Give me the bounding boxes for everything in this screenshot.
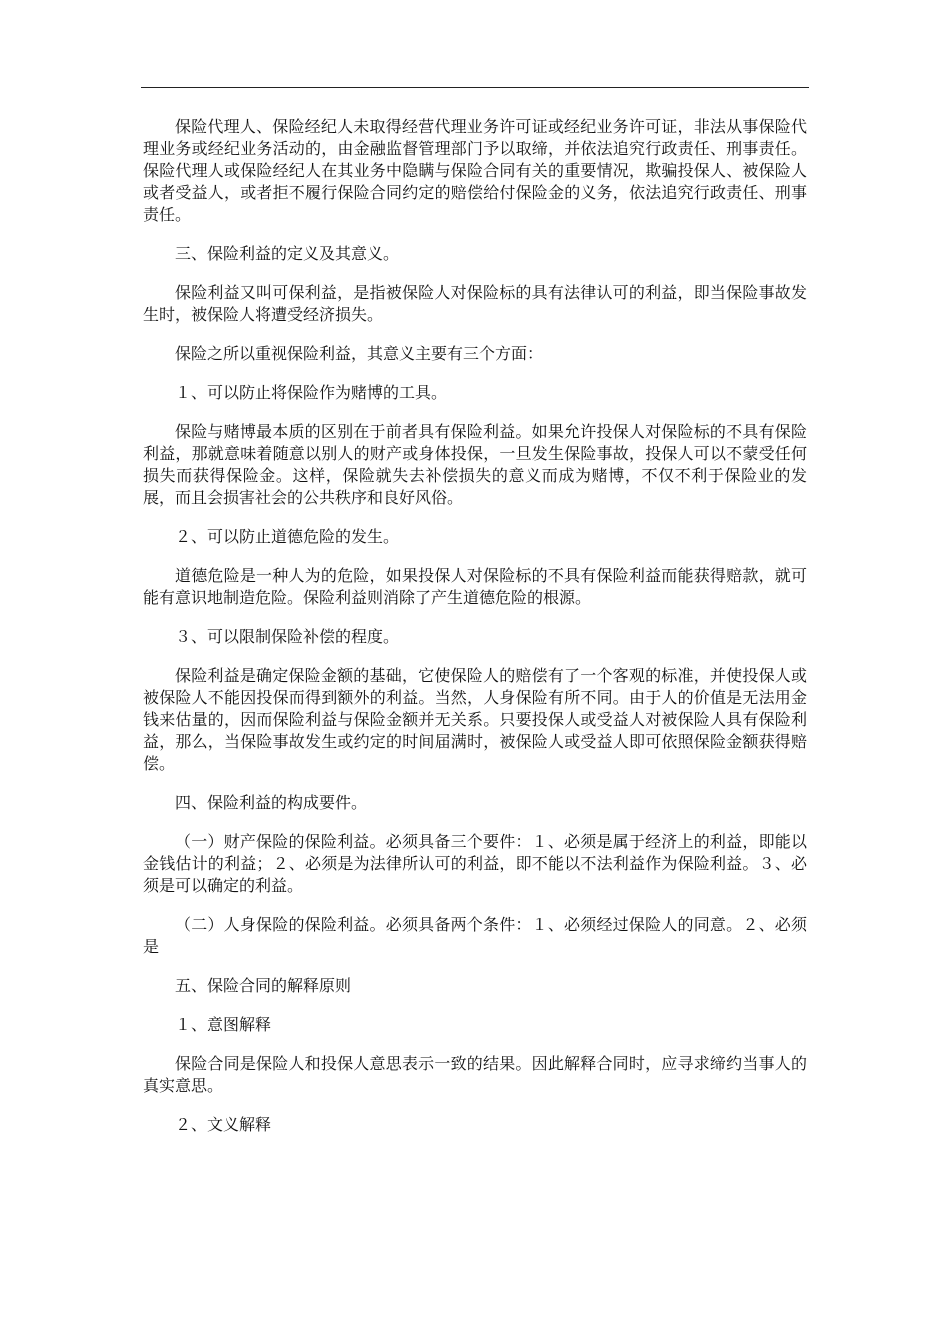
subheading-point-2: ２、可以防止道德危险的发生。 (175, 527, 400, 546)
header-rule (141, 87, 809, 88)
paragraph-property-insurance-requirements: （一）财产保险的保险利益。必须具备三个要件：１、必须是属于经济上的利益，即能以金钱估计的利益；２、必须是为法律所认可的利益，即不能以不法利益作为保险利益。３、必须是可以确定的利益。 (143, 832, 807, 895)
section-heading-4: 四、保险利益的构成要件。 (175, 793, 368, 812)
subheading-point-1: １、可以防止将保险作为赌博的工具。 (175, 383, 448, 402)
subheading-literal-interpretation: ２、文义解释 (175, 1115, 272, 1134)
paragraph-insurable-interest-definition: 保险利益又叫可保利益，是指被保险人对保险标的具有法律认可的利益，即当保险事故发生时，被保险人将遭受经济损失。 (143, 283, 807, 324)
document-body (143, 116, 807, 1153)
paragraph-moral-hazard: 道德危险是一种人为的危险，如果投保人对保险标的不具有保险利益而能获得赔款，就可能有意识地制造危险。保险利益则消除了产生道德危险的根源。 (143, 566, 807, 607)
paragraph-gambling-difference: 保险与赌博最本质的区别在于前者具有保险利益。如果允许投保人对保险标的不具有保险利益，那就意味着随意以别人的财产或身体投保，一旦发生保险事故，投保人可以不蒙受任何损失而获得保险金。这样，保险就失去补偿损失的意义而成为赌博，不仅不利于保险业的发展，而且会损害社会的公共秩序和良好风俗。 (143, 422, 807, 507)
subheading-intent-interpretation: １、意图解释 (175, 1015, 272, 1034)
paragraph-licensing-penalties: 保险代理人、保险经纪人未取得经营代理业务许可证或经纪业务许可证，非法从事保险代理业务或经纪业务活动的，由金融监督管理部门予以取缔，并依法追究行政责任、刑事责任。保险代理人或保险经纪人在其业务中隐瞒与保险合同有关的重要情况，欺骗投保人、被保险人或者受益人，或者拒不履行保险合同约定的赔偿给付保险金的义务，依法追究行政责任、刑事责任。 (143, 117, 807, 224)
paragraph-significance-intro: 保险之所以重视保险利益，其意义主要有三个方面： (175, 344, 544, 363)
subheading-point-3: ３、可以限制保险补偿的程度。 (175, 627, 400, 646)
section-heading-5: 五、保险合同的解释原则 (175, 976, 352, 995)
section-heading-3: 三、保险利益的定义及其意义。 (175, 244, 400, 263)
paragraph-intent-interpretation: 保险合同是保险人和投保人意思表示一致的结果。因此解释合同时，应寻求缔约当事人的真实意思。 (143, 1054, 807, 1095)
paragraph-compensation-limit: 保险利益是确定保险金额的基础，它使保险人的赔偿有了一个客观的标准，并使投保人或被保险人不能因投保而得到额外的利益。当然，人身保险有所不同。由于人的价值是无法用金钱来估量的，因而保险利益与保险金额并无关系。只要投保人或受益人对被保险人具有保险利益，那么，当保险事故发生或约定的时间届满时，被保险人或受益人即可依照保险金额获得赔偿。 (143, 666, 807, 773)
paragraph-life-insurance-requirements: （二）人身保险的保险利益。必须具备两个条件：１、必须经过保险人的同意。２、必须是 (143, 915, 807, 956)
